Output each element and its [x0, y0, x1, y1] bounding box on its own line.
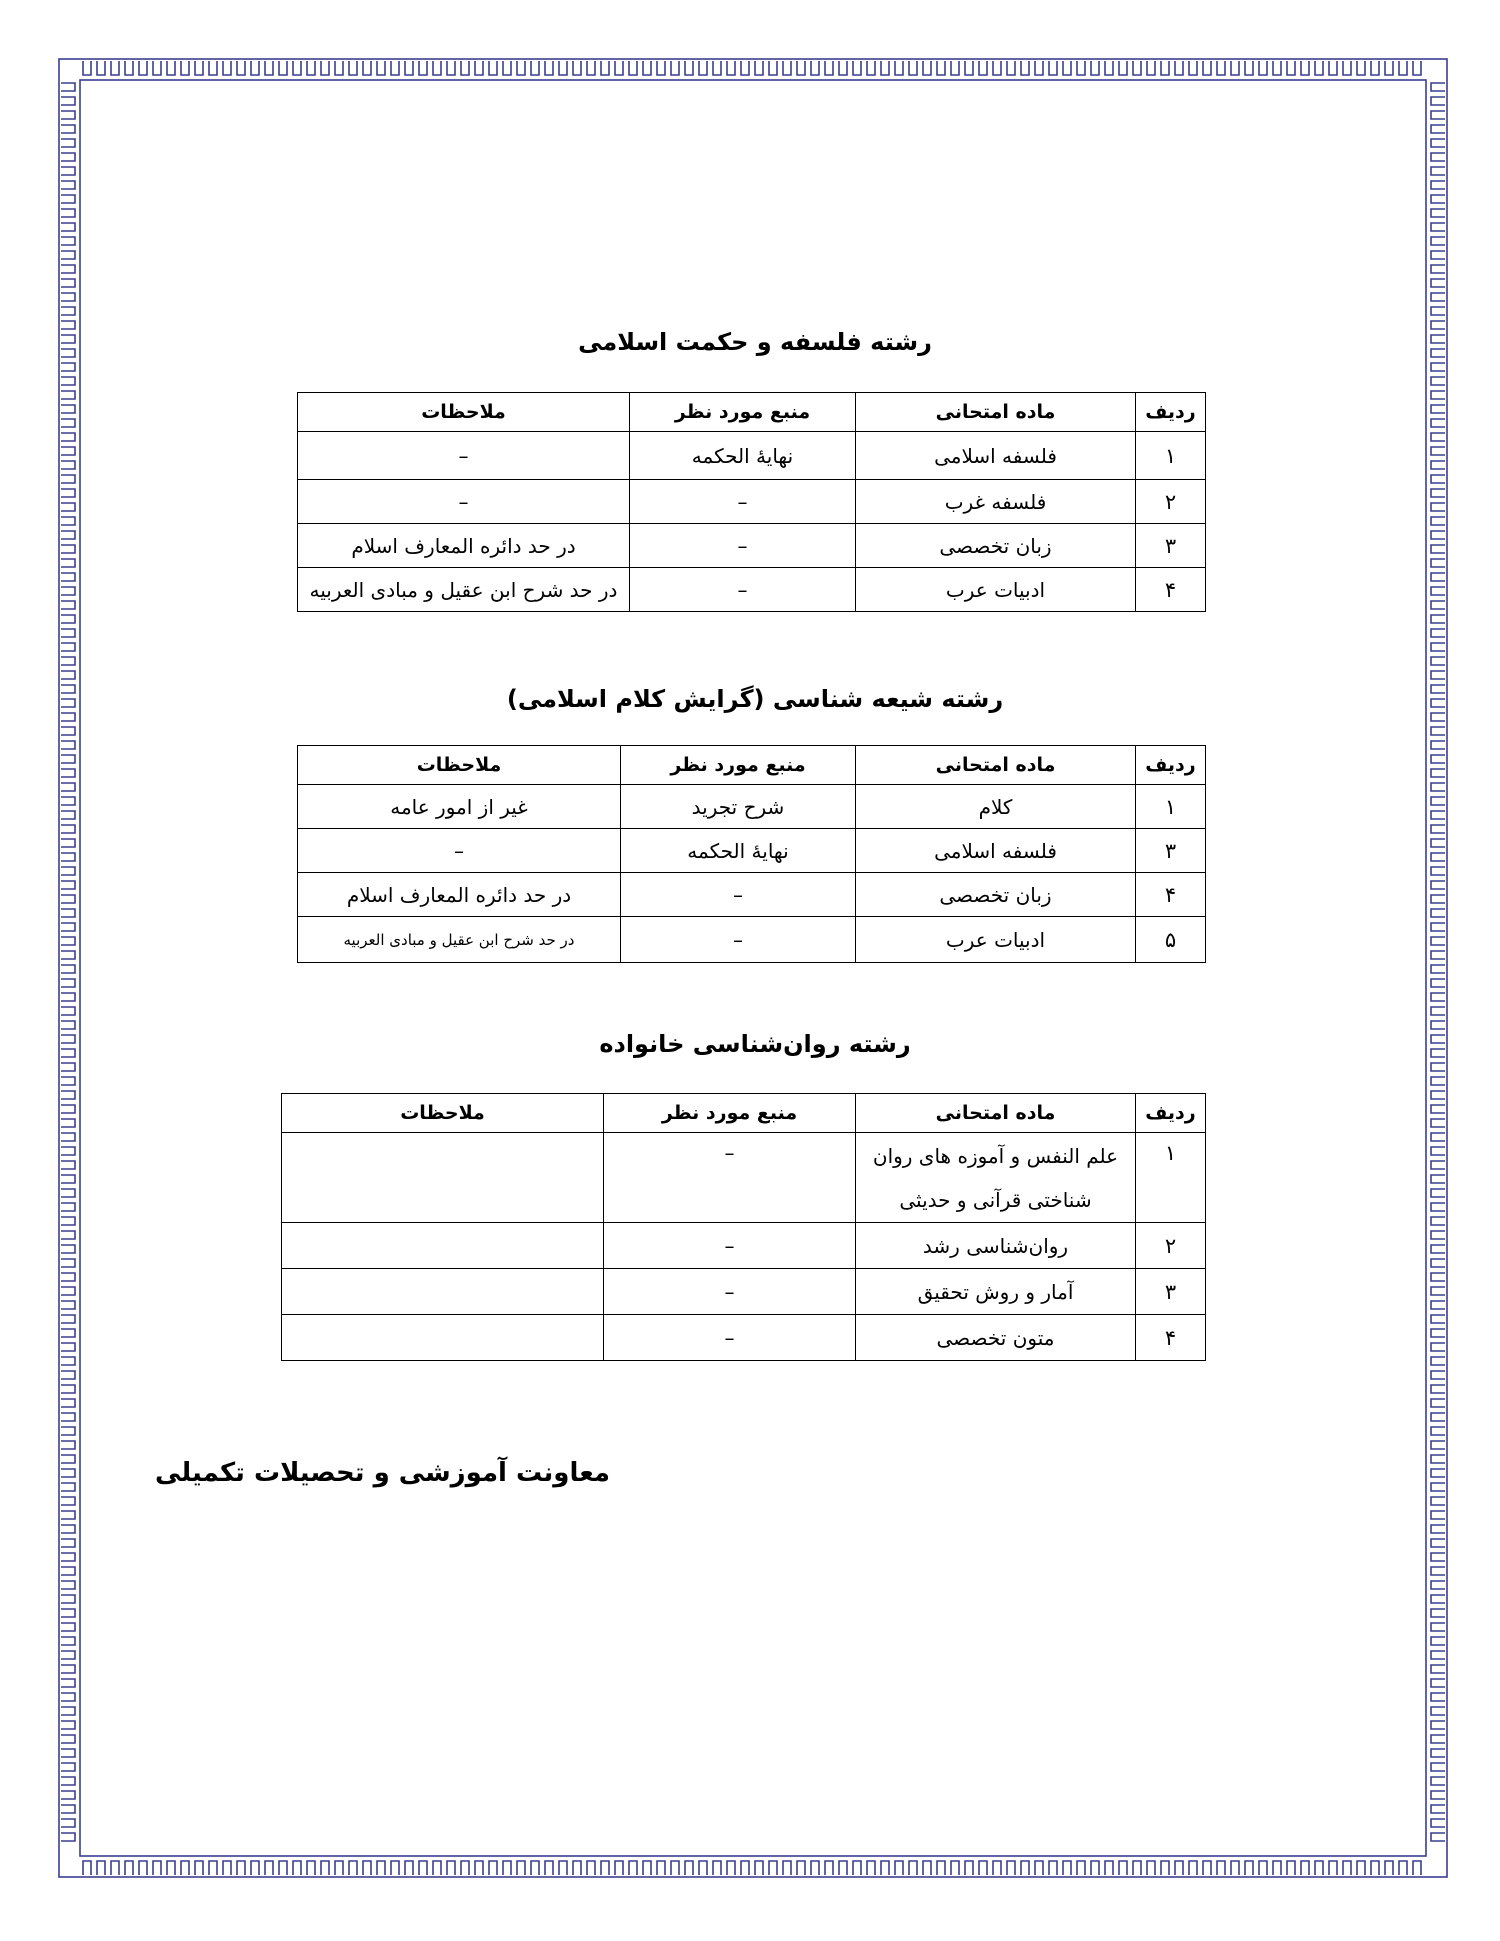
- row-number: ۱: [1136, 1133, 1206, 1223]
- section-title-family-psychology: رشته روان‌شناسی خانواده: [599, 1030, 911, 1058]
- table-row: [298, 917, 1206, 963]
- notes-cell: در حد دائره المعارف اسلام: [298, 524, 630, 568]
- notes-cell: غیر از امور عامه: [298, 785, 621, 829]
- header-notes: ملاحظات: [282, 1094, 604, 1133]
- notes-cell: در حد دائره المعارف اسلام: [298, 873, 621, 917]
- header-subject: ماده امتحانی: [856, 393, 1136, 432]
- row-number: ۵: [1136, 917, 1206, 963]
- row-number: ۲: [1136, 480, 1206, 524]
- source-cell: –: [604, 1269, 856, 1315]
- table-row: [298, 873, 1206, 917]
- source-cell: نهایهٔ الحکمه: [630, 432, 856, 480]
- row-number: ۱: [1136, 432, 1206, 480]
- table-row: [298, 480, 1206, 524]
- subject-cell: متون تخصصی: [856, 1315, 1136, 1361]
- table-row: [282, 1269, 1206, 1315]
- row-number: ۳: [1136, 524, 1206, 568]
- subject-cell: کلام: [856, 785, 1136, 829]
- notes-cell: [282, 1223, 604, 1269]
- footer-signature: معاونت آموزشی و تحصیلات تکمیلی: [155, 1458, 610, 1488]
- row-number: ۳: [1136, 1269, 1206, 1315]
- table-row: [298, 568, 1206, 612]
- source-cell: –: [604, 1315, 856, 1361]
- subject-cell: زبان تخصصی: [856, 524, 1136, 568]
- row-number: ۴: [1136, 568, 1206, 612]
- row-number: ۴: [1136, 1315, 1206, 1361]
- notes-cell: –: [298, 480, 630, 524]
- subject-cell: ادبیات عرب: [856, 917, 1136, 963]
- source-cell: –: [630, 480, 856, 524]
- header-source: منبع مورد نظر: [630, 393, 856, 432]
- section-title-philosophy: رشته فلسفه و حکمت اسلامی: [578, 328, 932, 356]
- notes-cell: [282, 1133, 604, 1223]
- subject-cell: فلسفه اسلامی: [856, 829, 1136, 873]
- header-row-number: ردیف: [1136, 1094, 1206, 1133]
- table-shia-studies: [297, 745, 1206, 963]
- table-philosophy: [297, 392, 1206, 612]
- header-row-number: ردیف: [1136, 746, 1206, 785]
- notes-cell: [282, 1269, 604, 1315]
- table-header-row: [298, 746, 1206, 785]
- subject-cell: روان‌شناسی رشد: [856, 1223, 1136, 1269]
- header-subject: ماده امتحانی: [856, 1094, 1136, 1133]
- table-row: [298, 829, 1206, 873]
- header-row-number: ردیف: [1136, 393, 1206, 432]
- subject-cell: زبان تخصصی: [856, 873, 1136, 917]
- table-row: [282, 1223, 1206, 1269]
- header-notes: ملاحظات: [298, 746, 621, 785]
- header-source: منبع مورد نظر: [604, 1094, 856, 1133]
- source-cell: نهایهٔ الحکمه: [621, 829, 856, 873]
- source-cell: –: [604, 1133, 856, 1223]
- table-header-row: [282, 1094, 1206, 1133]
- table-family-psychology: [281, 1093, 1206, 1361]
- header-subject: ماده امتحانی: [856, 746, 1136, 785]
- row-number: ۲: [1136, 1223, 1206, 1269]
- table-row: [298, 785, 1206, 829]
- subject-cell: فلسفه اسلامی: [856, 432, 1136, 480]
- notes-cell: در حد شرح ابن عقیل و مبادی العربیه: [298, 917, 621, 963]
- header-notes: ملاحظات: [298, 393, 630, 432]
- table-header-row: [298, 393, 1206, 432]
- row-number: ۱: [1136, 785, 1206, 829]
- source-cell: شرح تجرید: [621, 785, 856, 829]
- subject-cell: علم النفس و آموزه های روان شناختی قرآنی و حدیثی: [856, 1133, 1136, 1223]
- table-row: [282, 1133, 1206, 1223]
- row-number: ۳: [1136, 829, 1206, 873]
- section-title-shia-studies: رشته شیعه شناسی (گرایش کلام اسلامی): [506, 685, 1004, 713]
- table-row: [298, 524, 1206, 568]
- subject-cell: ادبیات عرب: [856, 568, 1136, 612]
- source-cell: –: [630, 524, 856, 568]
- source-cell: –: [604, 1223, 856, 1269]
- table-row: [282, 1315, 1206, 1361]
- notes-cell: –: [298, 432, 630, 480]
- source-cell: –: [621, 873, 856, 917]
- notes-cell: [282, 1315, 604, 1361]
- notes-cell: در حد شرح ابن عقیل و مبادی العربیه: [298, 568, 630, 612]
- notes-cell: –: [298, 829, 621, 873]
- subject-cell: آمار و روش تحقیق: [856, 1269, 1136, 1315]
- row-number: ۴: [1136, 873, 1206, 917]
- subject-cell: فلسفه غرب: [856, 480, 1136, 524]
- table-row: [298, 432, 1206, 480]
- source-cell: –: [630, 568, 856, 612]
- header-source: منبع مورد نظر: [621, 746, 856, 785]
- source-cell: –: [621, 917, 856, 963]
